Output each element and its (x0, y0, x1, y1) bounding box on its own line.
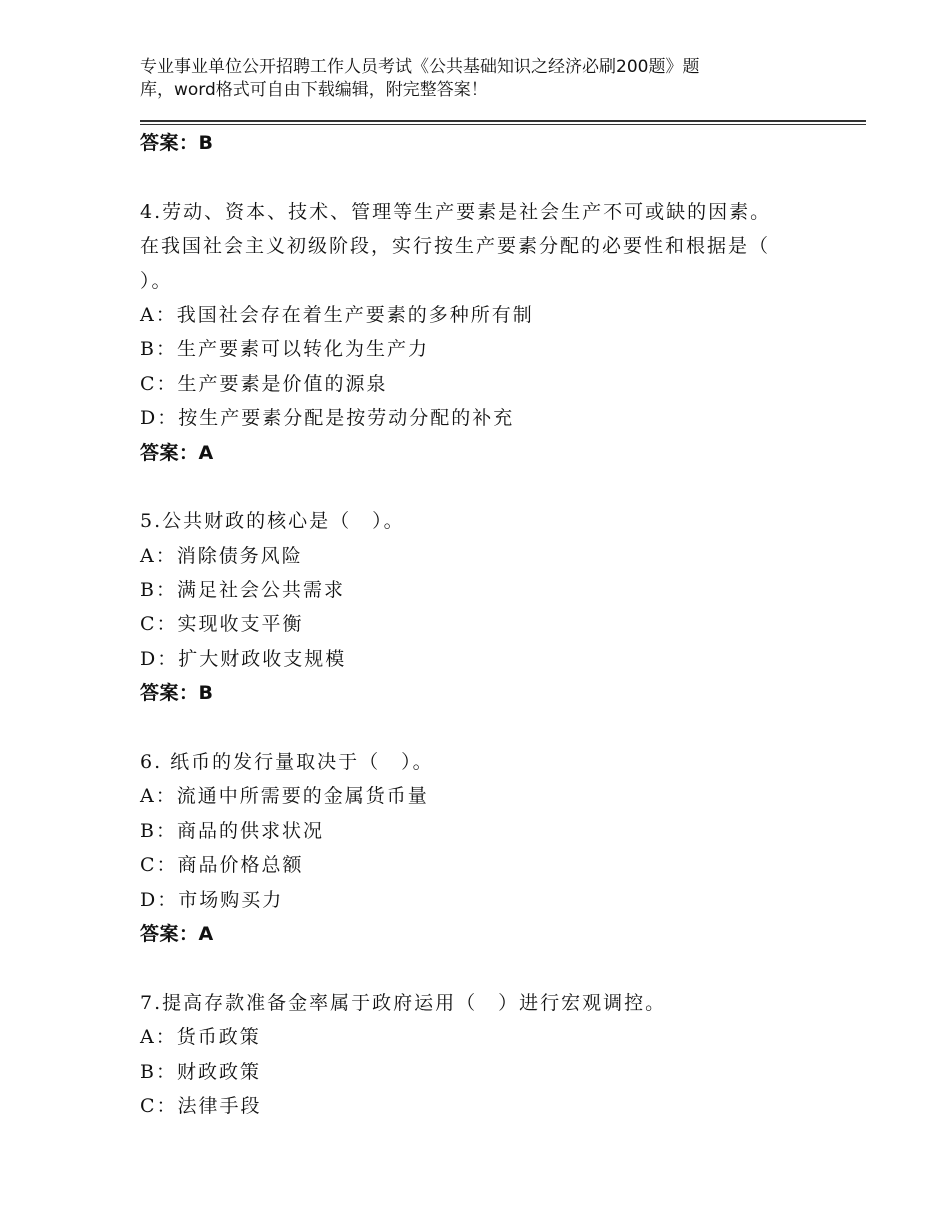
question-list (140, 126, 870, 1123)
question-stem-line: 在我国社会主义初级阶段，实行按生产要素分配的必要性和根据是（ (140, 235, 771, 258)
option-c: C：生产要素是价值的源泉 (140, 372, 388, 395)
option-b: B：生产要素可以转化为生产力 (140, 338, 429, 361)
question-7 (140, 986, 870, 1124)
header-title-line-1: 专业事业单位公开招聘工作人员考试《公共基础知识之经济必刷200题》题 (140, 57, 700, 77)
answer: 答案：A (140, 441, 214, 464)
question-stem-line: 6. 纸币的发行量取决于（ ）。 (140, 751, 434, 774)
question-4 (140, 195, 870, 470)
question-stem-line: 5.公共财政的核心是（ ）。 (140, 510, 405, 533)
question-stem-line: 7.提高存款准备金率属于政府运用（ ）进行宏观调控。 (140, 991, 667, 1014)
page-header (140, 56, 780, 102)
spacer (140, 160, 870, 194)
question-stem-line: ）。 (140, 269, 173, 292)
option-a: A：货币政策 (140, 1026, 261, 1049)
spacer (140, 711, 870, 745)
option-b: B：财政政策 (140, 1060, 261, 1083)
answer: 答案：A (140, 922, 214, 945)
option-d: D：市场购买力 (140, 888, 284, 911)
spacer (140, 951, 870, 985)
header-rule-thick (140, 120, 866, 122)
option-d: D：扩大财政收支规模 (140, 647, 347, 670)
option-d: D：按生产要素分配是按劳动分配的补充 (140, 407, 515, 430)
option-c: C：商品价格总额 (140, 854, 304, 877)
spacer (140, 470, 870, 504)
option-b: B：商品的供求状况 (140, 819, 324, 842)
question-stem-line: 4.劳动、资本、技术、管理等生产要素是社会生产不可或缺的因素。 (140, 200, 772, 223)
question-5 (140, 504, 870, 710)
question-6 (140, 745, 870, 951)
previous-answer: 答案：B (140, 132, 214, 154)
option-a: A：消除债务风险 (140, 544, 303, 567)
answer: 答案：B (140, 682, 214, 705)
option-c: C：实现收支平衡 (140, 613, 304, 636)
option-b: B：满足社会公共需求 (140, 579, 345, 602)
option-a: A：流通中所需要的金属货币量 (140, 785, 429, 808)
option-c: C：法律手段 (140, 1094, 262, 1117)
option-a: A：我国社会存在着生产要素的多种所有制 (140, 303, 534, 326)
header-rule-thin (140, 124, 866, 125)
header-title-line-2: 库，word格式可自由下载编辑，附完整答案！ (140, 80, 488, 100)
